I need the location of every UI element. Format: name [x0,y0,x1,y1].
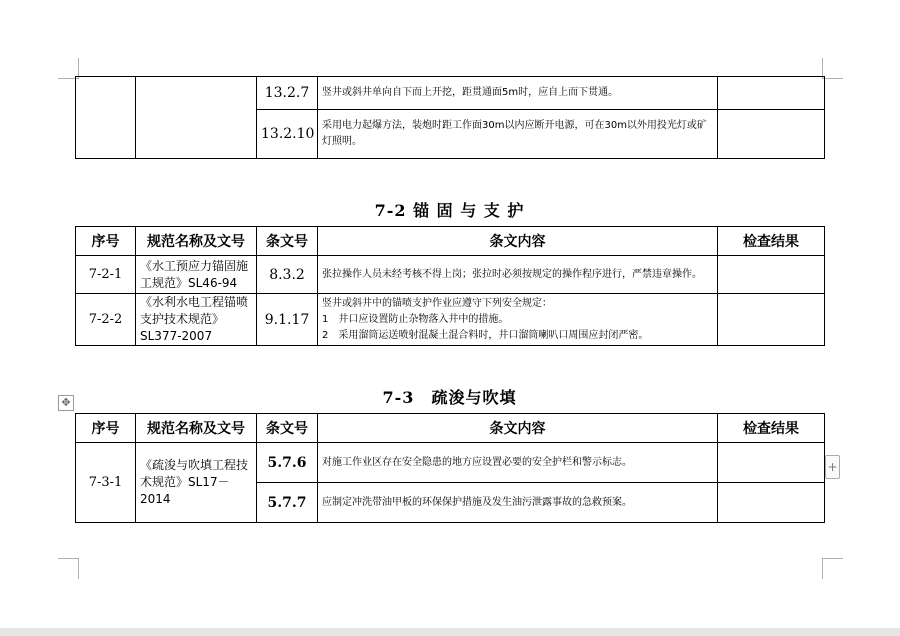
clause-content: 采用电力起爆方法，装炮时距工作面30m以内应断开电源，可在30m以外用投光灯或矿灯照明。 [318,110,718,159]
clause-content [318,294,718,346]
table-row [76,443,825,483]
check-result-cell[interactable] [718,443,825,483]
spec-cell: 《水利水电工程锚喷支护技术规范》SL377-2007 [136,294,257,346]
add-row-button[interactable]: + [825,455,840,479]
table-row [76,256,825,294]
clause-code: 13.2.10 [257,110,318,159]
clause-line: 1 井口应设置防止杂物落入井中的措施。 [322,313,509,325]
clause-line: 竖井或斜井中的锚喷支护作业应遵守下列安全规定： [322,297,552,309]
spec-cell: 《水工预应力锚固施工规范》SL46-94 [136,256,257,294]
seq-cell [76,77,136,159]
clause-line: 2 采用溜筒运送喷射混凝土混合料时，井口溜筒喇叭口周围应封闭严密。 [322,329,649,341]
clause-code: 8.3.2 [257,256,318,294]
check-result-cell[interactable] [718,294,825,346]
clause-code: 9.1.17 [257,294,318,346]
seq-cell: 7-3-1 [76,443,136,523]
check-result-cell[interactable] [718,77,825,110]
header-seq: 序号 [76,227,136,256]
header-check-result: 检查结果 [718,414,825,443]
table-header-row [76,227,825,256]
table-move-handle[interactable]: ✥ [58,395,74,411]
page-bottom-edge [0,628,900,636]
spec-cell [136,77,257,159]
seq-cell: 7-2-2 [76,294,136,346]
table-dredging [75,413,825,523]
page-corner-mark [822,558,843,579]
table-continued [75,76,825,159]
spec-cell: 《疏浚与吹填工程技术规范》SL17－2014 [136,443,257,523]
header-clause-content: 条文内容 [318,414,718,443]
check-result-cell[interactable] [718,256,825,294]
clause-content: 张拉操作人员未经考核不得上岗；张拉时必须按规定的操作程序进行，严禁违章操作。 [318,256,718,294]
check-result-cell[interactable] [718,110,825,159]
clause-code: 13.2.7 [257,77,318,110]
section-title: 7-2 锚 固 与 支 护 [374,201,525,220]
clause-content: 对施工作业区存在安全隐患的地方应设置必要的安全护栏和警示标志。 [318,443,718,483]
table-row [76,294,825,346]
header-clause-content: 条文内容 [318,227,718,256]
table-anchoring [75,226,825,346]
check-result-cell[interactable] [718,483,825,523]
table-header-row [76,414,825,443]
table-row [76,77,825,110]
section-title: 7-3 疏浚与吹填 [382,388,517,407]
header-clause-no: 条文号 [257,227,318,256]
clause-content: 应制定冲洗带油甲板的环保保护措施及发生油污泄露事故的急救预案。 [318,483,718,523]
clause-code: 5.7.7 [257,483,318,523]
header-spec: 规范名称及文号 [136,227,257,256]
header-spec: 规范名称及文号 [136,414,257,443]
header-clause-no: 条文号 [257,414,318,443]
clause-code: 5.7.6 [257,443,318,483]
seq-cell: 7-2-1 [76,256,136,294]
page-corner-mark [822,58,843,79]
clause-content: 竖井或斜井单向自下而上开挖，距贯通面5m时，应自上而下贯通。 [318,77,718,110]
header-seq: 序号 [76,414,136,443]
header-check-result: 检查结果 [718,227,825,256]
page-corner-mark [58,558,79,579]
